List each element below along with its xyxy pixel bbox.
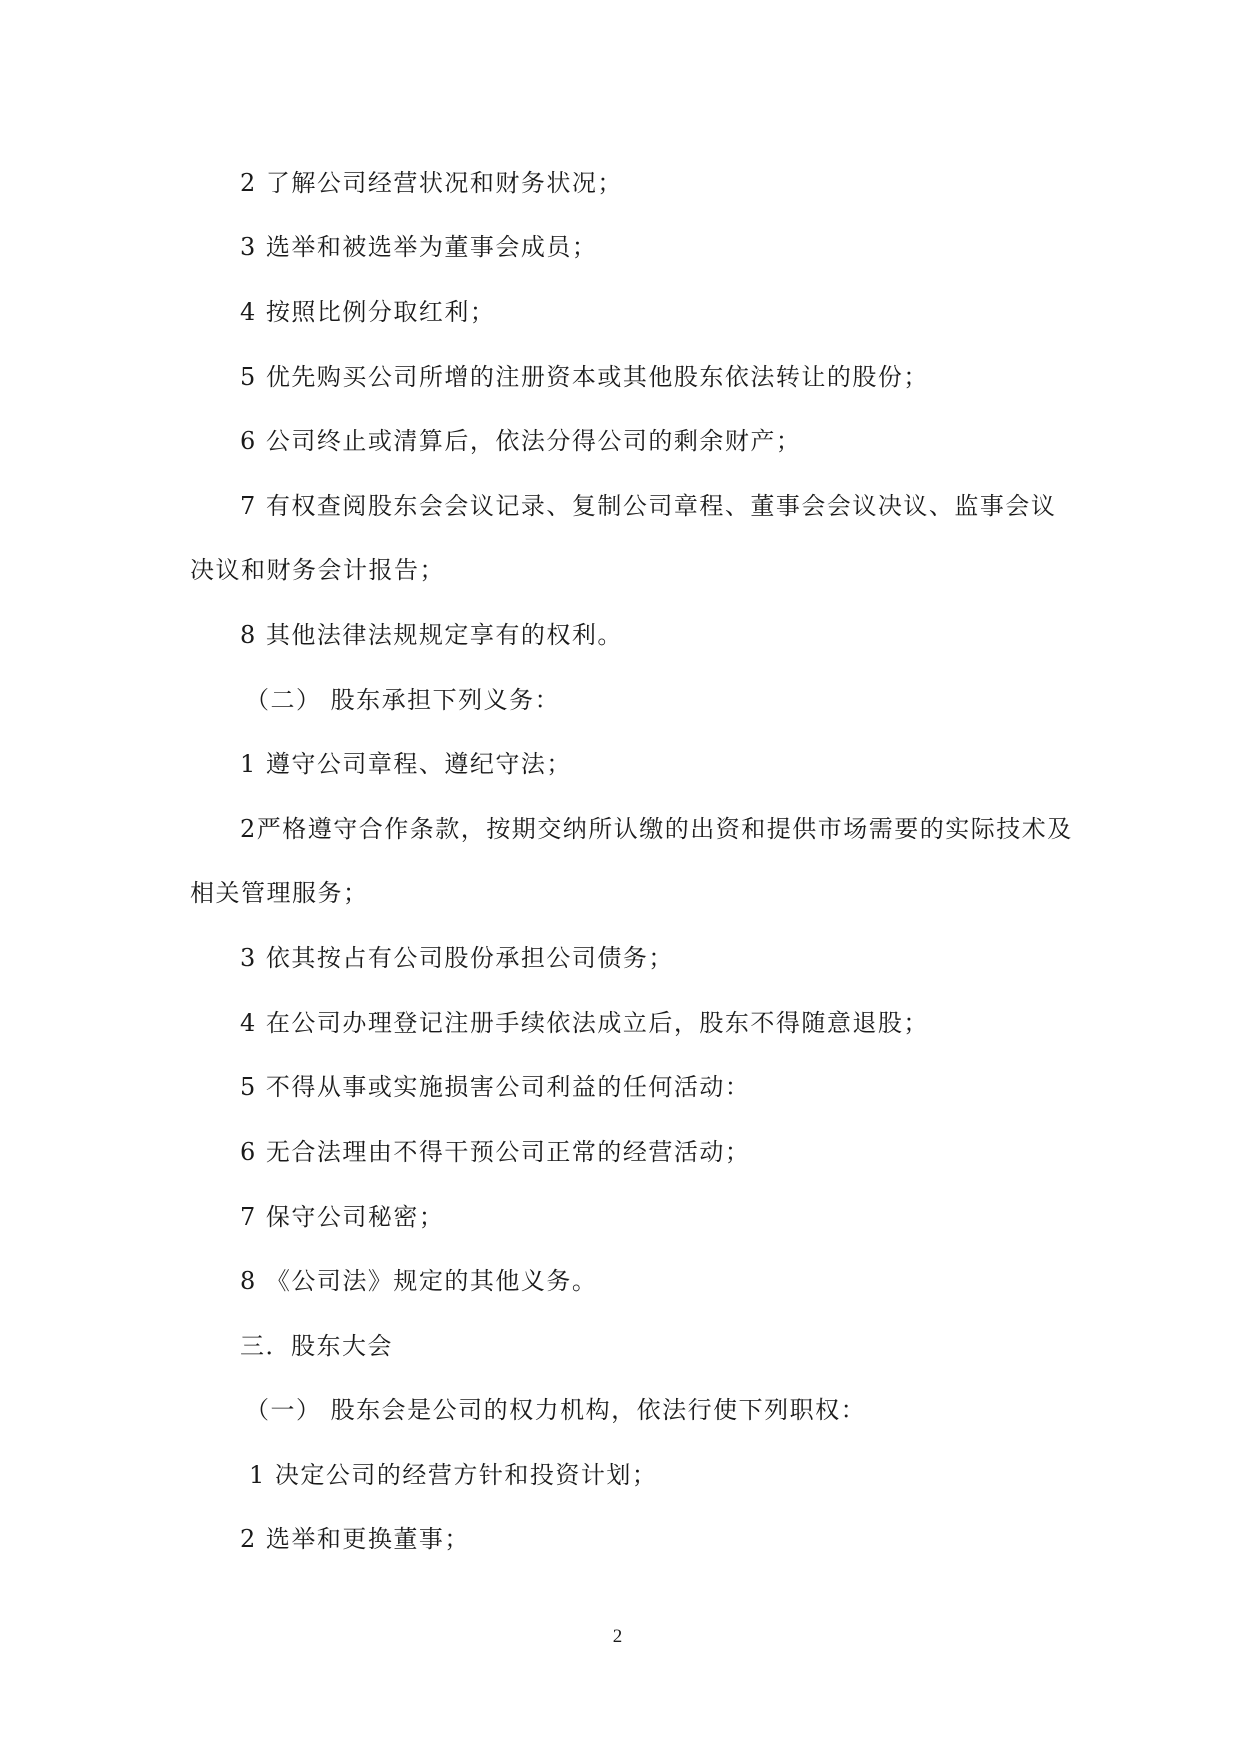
rights-item-4: 4 按照比例分取红利；: [240, 298, 496, 326]
rights-item-8: 8 其他法律法规规定享有的权利。: [240, 621, 623, 649]
obligation-item-2: 2严格遵守合作条款，按期交纳所认缴的出资和提供市场需要的实际技术及: [240, 815, 1073, 843]
obligation-item-6: 6 无合法理由不得干预公司正常的经营活动；: [240, 1138, 751, 1166]
obligation-item-3: 3 依其按占有公司股份承担公司债务；: [240, 944, 674, 972]
rights-item-6: 6 公司终止或清算后，依法分得公司的剩余财产；: [240, 427, 802, 455]
rights-item-2: 2 了解公司经营状况和财务状况；: [240, 169, 623, 197]
obligation-item-5: 5 不得从事或实施损害公司利益的任何活动：: [240, 1073, 751, 1101]
section-heading-shareholders-meeting: 三．股东大会: [240, 1332, 393, 1360]
powers-item-2: 2 选举和更换董事；: [240, 1525, 470, 1553]
obligation-item-7: 7 保守公司秘密；: [240, 1203, 445, 1231]
obligation-item-8: 8 《公司法》规定的其他义务。: [240, 1267, 598, 1295]
rights-item-7-continued: 决议和财务会计报告；: [190, 556, 445, 584]
subsection-heading-powers: （一） 股东会是公司的权力机构，依法行使下列职权：: [245, 1396, 867, 1424]
section-heading-obligations: （二） 股东承担下列义务：: [245, 686, 561, 714]
rights-item-3: 3 选举和被选举为董事会成员；: [240, 233, 598, 261]
page-number: 2: [612, 1626, 623, 1647]
powers-item-1: 1 决定公司的经营方针和投资计划；: [249, 1461, 658, 1489]
rights-item-7: 7 有权查阅股东会会议记录、复制公司章程、董事会会议决议、监事会议: [240, 492, 1057, 520]
obligation-item-1: 1 遵守公司章程、遵纪守法；: [240, 750, 572, 778]
obligation-item-2-continued: 相关管理服务；: [190, 879, 369, 907]
rights-item-5: 5 优先购买公司所增的注册资本或其他股东依法转让的股份；: [240, 363, 929, 391]
obligation-item-4: 4 在公司办理登记注册手续依法成立后，股东不得随意退股；: [240, 1009, 929, 1037]
